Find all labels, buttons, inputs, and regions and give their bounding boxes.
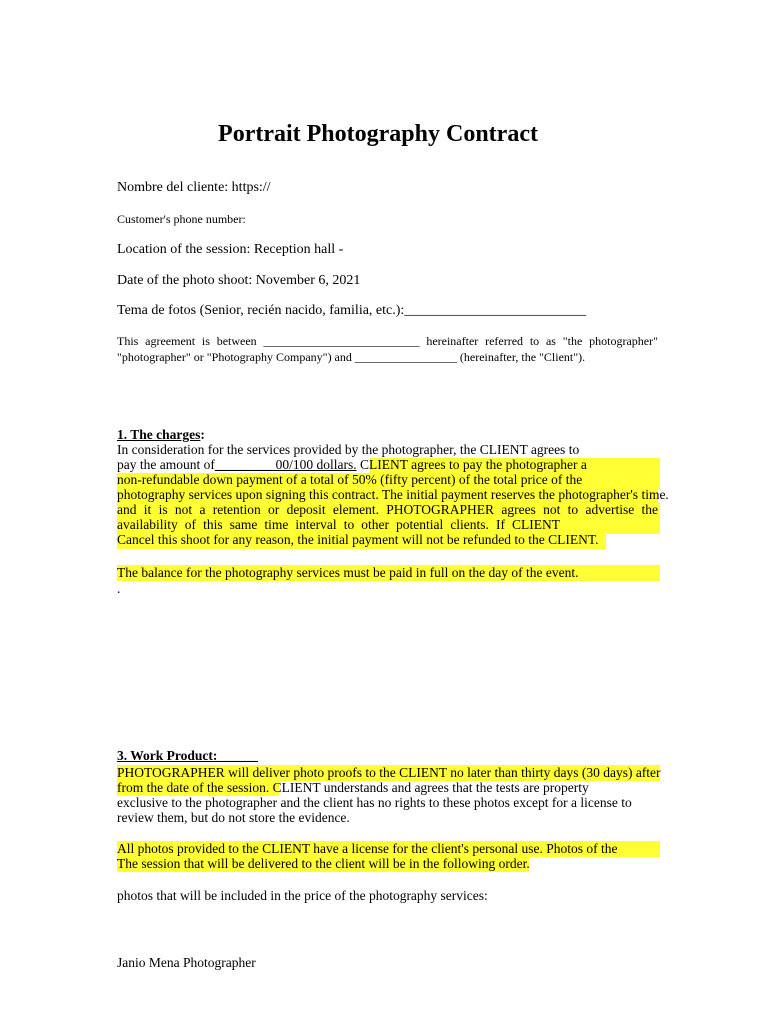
signature-line: Janio Mena Photographer — [117, 955, 256, 970]
section-1-heading — [117, 427, 205, 442]
client-blank: _________________ — [354, 350, 457, 364]
date-field: Date of the photo shoot: November 6, 2021 — [117, 273, 361, 288]
section-heading-text: 1. The charges — [117, 427, 201, 442]
work-text-highlighted: from the date of the session — [117, 780, 266, 795]
document-title: Portrait Photography Contract — [218, 121, 538, 147]
charges-text: pay the amount of — [117, 457, 215, 472]
photos-included-line: photos that will be included in the price of the photography services: — [117, 888, 488, 903]
charges-line-2 — [117, 457, 587, 472]
theme-label: Tema de fotos (Senior, recién nacido, familia, etc.): — [117, 303, 405, 318]
stray-period: . — [117, 581, 121, 596]
theme-blank: __________________________ — [404, 303, 587, 318]
charges-line-1: In consideration for the services provided by the photographer, the CLIENT agrees to — [117, 442, 580, 457]
phone-field: Customer's phone number: — [117, 212, 246, 226]
agreement-text: This agreement is between — [117, 334, 257, 348]
location-field: Location of the session: Reception hall - — [117, 242, 344, 257]
license-line-1: All photos provided to the CLIENT have a license for the client's personal use. Photos of the — [117, 841, 618, 856]
charges-text: time. — [638, 487, 669, 502]
work-line-1: PHOTOGRAPHER will deliver photo proofs to the CLIENT no later than thirty days (30 days) after — [117, 765, 661, 780]
photographer-blank: __________________________ — [263, 334, 420, 348]
work-line-4: review them, but do not store the evidence. — [117, 810, 350, 825]
charges-text: photography services upon signing this contract. The initial payment reserves the photographer's — [117, 487, 639, 502]
section-heading-text: 3. Work Product: — [117, 748, 218, 763]
section-3-heading — [117, 748, 258, 763]
agreement-line-1 — [117, 334, 658, 349]
charges-line-7 — [117, 532, 599, 547]
charges-line-5: and it is not a retention or deposit element. PHOTOGRAPHER agrees not to advertise the — [117, 502, 658, 517]
theme-field — [117, 303, 586, 319]
agreement-text: hereinafter referred to as "the photographer" — [426, 334, 659, 348]
agreement-text: "photographer" or "Photography Company") and — [117, 350, 352, 364]
charges-line-3: non-refundable down payment of a total of 50% (fifty percent) of the total price of the — [117, 472, 583, 487]
charges-text: Cancel this shoot for any reason, the initial payment will not be refunded to the CLIENT — [117, 532, 596, 547]
charges-text: . — [595, 532, 599, 547]
amount-blank: _________00/100 dollars. — [214, 457, 357, 472]
work-line-3: exclusive to the photographer and the client has no rights to these photos except for a license to — [117, 795, 632, 810]
license-line-2: The session that will be delivered to the client will be in the following order. — [117, 856, 530, 871]
balance-line: The balance for the photography services must be paid in full on the day of the event. — [117, 565, 579, 580]
agreement-line-2 — [117, 350, 585, 365]
heading-blank: ______ — [217, 748, 258, 763]
work-line-2 — [117, 780, 589, 795]
charges-line-6: availability of this same time interval to other potential clients. If CLIENT — [117, 517, 560, 532]
client-name-field: Nombre del cliente: https:// — [117, 180, 271, 195]
charges-text: CLIENT agrees to pay the photographer a — [356, 457, 587, 472]
work-text: . CLIENT understands and agrees that the tests are property — [265, 780, 589, 795]
agreement-text: (hereinafter, the "Client"). — [459, 350, 586, 364]
heading-colon: : — [200, 427, 205, 442]
charges-line-4 — [117, 487, 669, 502]
